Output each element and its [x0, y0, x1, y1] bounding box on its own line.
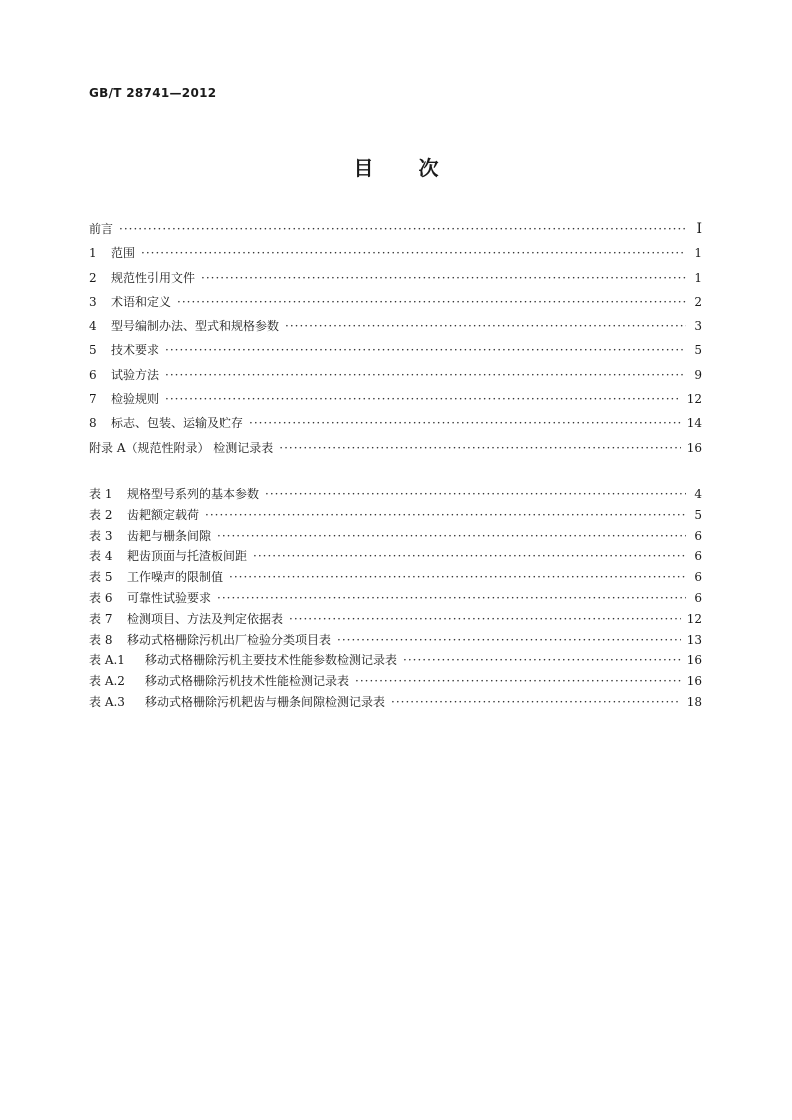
table-num: 表 4 [89, 549, 113, 564]
table-label: 耙齿顶面与托渣板间距 [127, 549, 248, 564]
table-row-2[interactable] [89, 505, 702, 526]
toc-row-foreword[interactable] [89, 217, 702, 241]
toc-num: 1 [89, 246, 97, 261]
table-row-a1[interactable] [89, 650, 702, 671]
toc-label: 试验方法 [111, 367, 160, 382]
toc-page: 12 [686, 392, 702, 407]
leader-dots [403, 650, 681, 671]
table-page: 6 [694, 528, 702, 543]
toc-num: 4 [89, 319, 97, 334]
table-row-3[interactable] [89, 526, 702, 547]
toc-label: 检验规则 [111, 392, 160, 407]
toc-label: 规范性引用文件 [111, 270, 196, 285]
table-label: 齿耙与栅条间隙 [127, 528, 212, 543]
table-page: 16 [686, 653, 702, 668]
toc-num: 6 [89, 367, 97, 382]
toc-page: 14 [686, 416, 702, 431]
table-num: 表 6 [89, 590, 113, 605]
toc-row-6[interactable] [89, 363, 702, 387]
leader-dots [165, 387, 681, 411]
standard-code: GB/T 28741—2012 [89, 86, 217, 100]
table-num: 表 1 [89, 487, 113, 501]
table-num: 表 8 [89, 632, 113, 647]
toc-tables [89, 484, 702, 713]
leader-dots [289, 609, 681, 630]
leader-dots [217, 526, 686, 547]
leader-dots [165, 363, 686, 387]
table-label: 齿耙额定载荷 [127, 507, 200, 522]
table-label: 移动式格栅除污机技术性能检测记录表 [145, 674, 350, 689]
toc-label: 术语和定义 [111, 294, 172, 309]
table-label: 移动式格栅除污机主要技术性能参数检测记录表 [145, 653, 398, 668]
toc-num: 3 [89, 294, 97, 309]
table-row-5[interactable] [89, 567, 702, 588]
toc-num: 2 [89, 270, 97, 285]
leader-dots [337, 630, 681, 651]
leader-dots [249, 411, 681, 435]
table-row-a3[interactable] [89, 692, 702, 713]
leader-dots [265, 484, 686, 505]
table-row-4[interactable] [89, 546, 702, 567]
toc-row-8[interactable] [89, 411, 702, 435]
toc-page: 1 [694, 246, 702, 261]
table-label: 移动式格栅除污机出厂检验分类项目表 [127, 632, 332, 647]
leader-dots [201, 266, 686, 290]
table-page: 12 [686, 611, 702, 626]
toc-label: 型号编制办法、型式和规格参数 [111, 319, 280, 334]
toc-label: 标志、包装、运输及贮存 [111, 416, 244, 431]
table-num: 表 2 [89, 507, 113, 522]
toc-num: 7 [89, 392, 97, 407]
toc-row-2[interactable] [89, 266, 702, 290]
table-page: 18 [686, 694, 702, 709]
table-label: 可靠性试验要求 [127, 590, 212, 605]
table-label: 工作噪声的限制值 [127, 570, 224, 585]
leader-dots [253, 546, 686, 567]
page-title: 目 次 [353, 156, 439, 180]
table-num: 表 A.2 [89, 674, 125, 689]
table-page: 6 [694, 549, 702, 564]
table-page: 4 [694, 487, 702, 501]
toc-label: 范围 [111, 246, 136, 261]
table-page: 6 [694, 590, 702, 605]
table-page: 5 [694, 507, 702, 522]
table-page: 16 [686, 674, 702, 689]
toc-label: 附录 A（规范性附录） 检测记录表 [89, 440, 274, 455]
toc-row-3[interactable] [89, 290, 702, 314]
leader-dots [205, 505, 686, 526]
table-label: 移动式格栅除污机耙齿与栅条间隙检测记录表 [145, 694, 386, 709]
toc-row-appendix-a[interactable] [89, 436, 702, 460]
leader-dots [141, 241, 686, 265]
toc-page: 3 [694, 319, 702, 334]
leader-dots [279, 436, 680, 460]
leader-dots [165, 338, 686, 362]
toc-row-7[interactable] [89, 387, 702, 411]
leader-dots [229, 567, 686, 588]
toc-num: 8 [89, 416, 97, 431]
table-num: 表 3 [89, 528, 113, 543]
table-row-8[interactable] [89, 630, 702, 651]
toc-page: 16 [686, 440, 702, 455]
leader-dots [217, 588, 686, 609]
table-page: 13 [686, 632, 702, 647]
table-row-1[interactable] [89, 484, 702, 505]
toc-page: Ⅰ [696, 221, 702, 237]
toc-row-4[interactable] [89, 314, 702, 338]
toc-num: 5 [89, 343, 97, 358]
table-label: 规格型号系列的基本参数 [127, 487, 260, 501]
table-num: 表 7 [89, 611, 113, 626]
table-page: 6 [694, 570, 702, 585]
toc-page: 2 [694, 294, 702, 309]
leader-dots [119, 217, 686, 241]
toc-page: 9 [694, 367, 702, 382]
toc-row-5[interactable] [89, 338, 702, 362]
table-num: 表 A.1 [89, 653, 125, 668]
table-row-7[interactable] [89, 609, 702, 630]
toc-label: 前言 [89, 222, 114, 236]
toc-row-1[interactable] [89, 241, 702, 265]
table-num: 表 A.3 [89, 694, 125, 709]
table-row-6[interactable] [89, 588, 702, 609]
leader-dots [285, 314, 686, 338]
table-num: 表 5 [89, 570, 113, 585]
toc-label: 技术要求 [111, 343, 160, 358]
leader-dots [391, 692, 681, 713]
leader-dots [177, 290, 686, 314]
toc-sections [89, 217, 702, 460]
toc-page: 1 [694, 270, 702, 285]
table-label: 检测项目、方法及判定依据表 [127, 611, 284, 626]
table-row-a2[interactable] [89, 671, 702, 692]
leader-dots [355, 671, 681, 692]
toc-page: 5 [694, 343, 702, 358]
